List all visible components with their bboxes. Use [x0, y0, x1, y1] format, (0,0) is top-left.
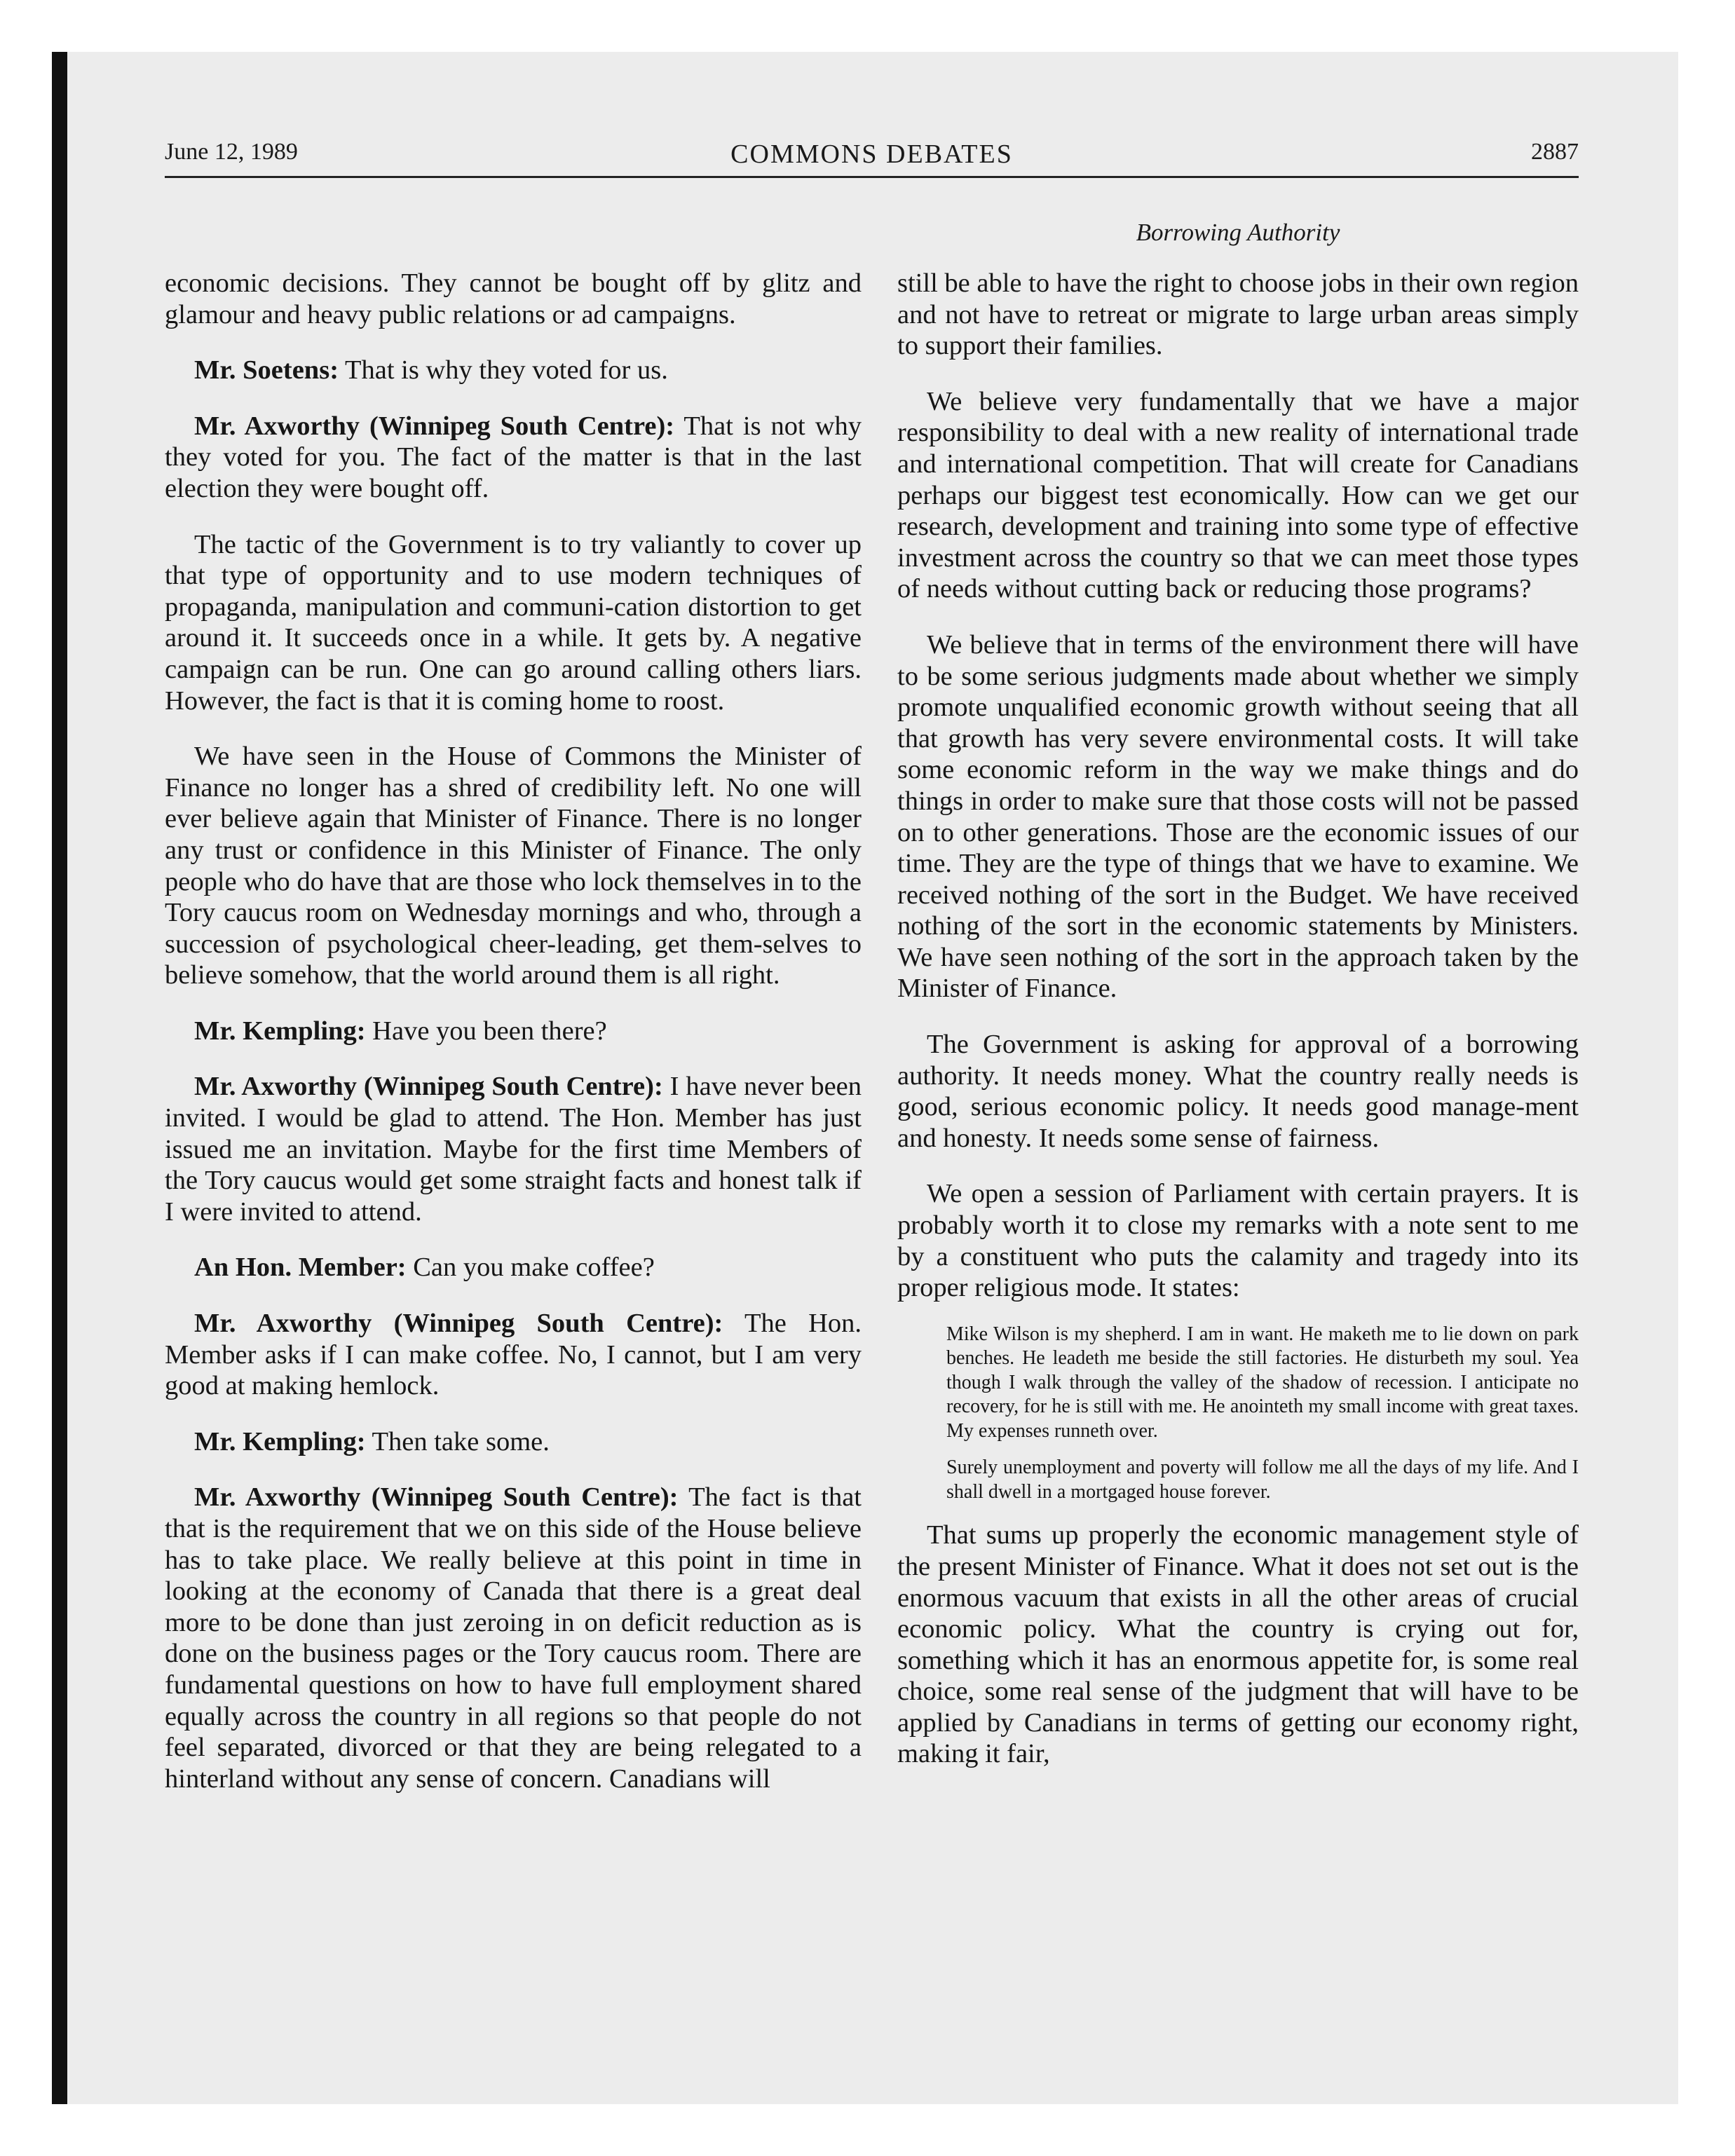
paragraph-text: Can you make coffee?: [413, 1253, 655, 1283]
quote-paragraph: Surely unemployment and poverty will follow me all the days of my life. And I shall dwell in a mortgaged house forever.: [946, 1456, 1579, 1503]
paragraph-text: Have you been there?: [372, 1016, 607, 1046]
paragraph: [165, 529, 862, 717]
speech-paragraph: [165, 411, 862, 505]
paragraph-text: economic decisions. They cannot be bought off by glitz and glamour and heavy public relations or ad campaigns.: [165, 268, 862, 329]
paragraph: [897, 1520, 1579, 1770]
paragraph: [897, 1178, 1579, 1303]
paragraph: [897, 268, 1579, 362]
left-column: [165, 268, 862, 1819]
paragraph-text: We open a session of Parliament with certain prayers. It is probably worth it to close my remarks with a note sent to me by a constituent who puts the calamity and tragedy into its proper religious mode. It states:: [897, 1179, 1579, 1303]
quote-paragraph: Mike Wilson is my shepherd. I am in want. He maketh me to lie down on park benches. He leadeth me beside the still factories. He disturbeth my soul. Yea though I walk through the valley of the shadow of recession. I anticipate no recovery, for he is still with me. He anointeth my small income with great taxes. My expenses runneth over.: [946, 1323, 1579, 1442]
paragraph-text: That is not why they voted for you. The fact of the matter is that in the last election they were bought off.: [165, 411, 862, 503]
speech-paragraph: [165, 1016, 862, 1047]
speaker-name: Mr. Axworthy (Winnipeg South Centre):: [194, 1072, 663, 1102]
header-title: COMMONS DEBATES: [730, 139, 1013, 169]
paragraph: [897, 629, 1579, 1004]
paragraph-text: The tactic of the Government is to try valiantly to cover up that type of opportunity and to use modern techniques of propaganda, manipulation and communi-cation distortion to get around it. It succeeds once in a while. It gets by. A negative campaign can be run. One can go around calling others liars. However, the fact is that it is coming home to roost.: [165, 529, 862, 716]
paragraph: [897, 386, 1579, 605]
paragraph: [165, 268, 862, 330]
speaker-name: Mr. Axworthy (Winnipeg South Centre):: [194, 1482, 679, 1513]
paragraph-text: The Government is asking for approval of a borrowing authority. It needs money. What the country really needs is good, serious economic policy. It needs good manage-ment and honesty. It needs some sense of fairness.: [897, 1030, 1579, 1153]
speech-paragraph: [165, 355, 862, 386]
subject-heading: Borrowing Authority: [1136, 219, 1340, 246]
header-page-number: 2887: [1531, 139, 1579, 165]
paragraph-text: The Hon. Member asks if I can make coffee. No, I cannot, but I am very good at making hemlock.: [165, 1309, 862, 1401]
speech-paragraph: [165, 1482, 862, 1794]
speaker-name: Mr. Axworthy (Winnipeg South Centre):: [194, 1309, 723, 1339]
right-column: [897, 268, 1579, 1794]
speaker-name: An Hon. Member:: [194, 1253, 407, 1283]
paragraph: [165, 741, 862, 991]
paragraph-text: We believe that in terms of the environment there will have to be some serious judgments made about whether we simply promote unqualified economic growth without seeing that all that growth has very severe environmental costs. It will take some economic reform in the way we make things and do things in order to make sure that those costs will not be passed on to other generations. Those are the economic issues of our time. They are the type of things that we have to examine. We received nothing of the sort in the Budget. We have received nothing of the sort in the economic statements by Ministers. We have seen nothing of the sort in the approach taken by the Minister of Finance.: [897, 629, 1579, 1004]
paragraph-text: We have seen in the House of Commons the Minister of Finance no longer has a shred of credibility left. No one will ever believe again that Minister of Finance. There is no longer any trust or confidence in this Minister of Finance. The only people who do have that are those who lock themselves in to the Tory caucus room on Wednesday mornings and who, through a succession of psychological cheer-leading, get them-selves to believe somehow, that the world around them is all right.: [165, 742, 862, 990]
paragraph-text: still be able to have the right to choose jobs in their own region and not have to retreat or migrate to large urban areas simply to support their families.: [897, 268, 1579, 361]
speaker-name: Mr. Soetens:: [194, 355, 339, 386]
block-quote: [946, 1323, 1579, 1505]
binding-edge: [52, 52, 67, 2104]
speech-paragraph: [165, 1308, 862, 1402]
speaker-name: Mr. Kempling:: [194, 1016, 366, 1046]
running-head: [165, 139, 1579, 181]
header-date: June 12, 1989: [165, 139, 298, 165]
speech-paragraph: [165, 1252, 862, 1283]
speech-paragraph: [165, 1426, 862, 1458]
paragraph-text: That sums up properly the economic management style of the present Minister of Finance. What it does not set out is the enormous vacuum that exists in all the other areas of crucial economic policy. What the country is crying out for, something which it has an enormous appetite for, is some real choice, some real sense of the judgment that will have to be applied by Canadians in terms of getting our economy right, making it fair,: [897, 1520, 1579, 1769]
header-rule: [165, 176, 1579, 178]
speaker-name: Mr. Axworthy (Winnipeg South Centre):: [194, 411, 675, 441]
paragraph-text: The fact is that that is the requirement that we on this side of the House believe has to take place. We really believe at this point in time in looking at the economy of Canada that there is a great deal more to be done than just zeroing in on deficit reduction as is done on the business pages or the Tory caucus room. There are fundamental questions on how to have full employment shared equally across the country in all regions so that people do not feel separated, divorced or that they are being relegated to a hinterland without any sense of concern. Canadians will: [165, 1482, 862, 1794]
speech-paragraph: [165, 1071, 862, 1227]
paragraph-text: I have never been invited. I would be glad to attend. The Hon. Member has just issued me an invitation. Maybe for the first time Members of the Tory caucus would get some straight facts and honest talk if I were invited to attend.: [165, 1072, 862, 1227]
paragraph-text: We believe very fundamentally that we have a major responsibility to deal with a new reality of international trade and international competition. That will create for Canadians perhaps our biggest test economically. How can we get our research, development and training into some type of effective investment across the country so that we can meet those types of needs without cutting back or reducing those programs?: [897, 386, 1579, 604]
paragraph-text: Then take some.: [372, 1426, 550, 1456]
paragraph-text: That is why they voted for us.: [344, 355, 668, 386]
paragraph: [897, 1029, 1579, 1154]
speaker-name: Mr. Kempling:: [194, 1426, 366, 1456]
